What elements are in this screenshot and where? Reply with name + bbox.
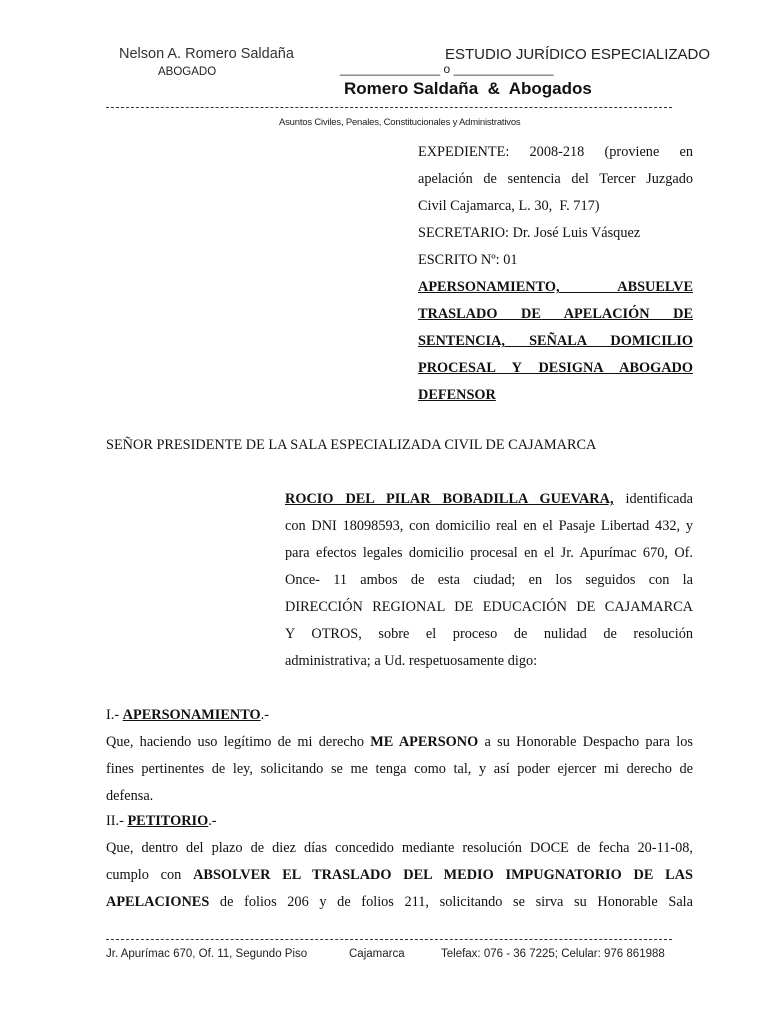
- section-number: II.-: [106, 813, 128, 829]
- section-title: PETITORIO: [127, 813, 209, 829]
- header-divider: [106, 107, 672, 108]
- intro-line: administrativa; a Ud. respetuosamente digo:: [285, 653, 538, 669]
- lawyer-name: Nelson A. Romero Saldaña: [119, 46, 294, 62]
- section-number: I.-: [106, 707, 123, 723]
- section-apersonamiento: [106, 702, 693, 810]
- paragraph-line: [106, 862, 693, 889]
- firm-line-right: _______________: [453, 62, 554, 76]
- footer: [106, 948, 307, 960]
- section-title: APERSONAMIENTO: [122, 707, 261, 723]
- intro-line: para efectos legales domicilio procesal en el Jr. Apurímac 670, Of.: [285, 545, 693, 561]
- intro-paragraph: [285, 486, 693, 675]
- footer-address: Jr. Apurímac 670, Of. 11, Segundo Piso: [106, 948, 308, 960]
- text-run: a su Honorable Despacho para los: [478, 734, 693, 750]
- section-suffix: .-: [260, 707, 269, 723]
- intro-line: DIRECCIÓN REGIONAL DE EDUCACIÓN DE CAJAMARCA: [285, 599, 693, 615]
- bold-text-run: ME APERSONO: [370, 734, 479, 750]
- paragraph-line: [106, 889, 693, 916]
- paragraph-line: Que, dentro del plazo de diez días concedido mediante resolución DOCE de fecha 20-11-08,: [106, 840, 693, 856]
- intro-first-line-rest: identificada: [625, 491, 693, 507]
- subject-line: PROCESAL Y DESIGNA ABOGADO: [418, 360, 693, 376]
- subject-line: TRASLADO DE APELACIÓN DE: [418, 306, 693, 322]
- footer-city: Cajamarca: [349, 948, 405, 960]
- addressee: SEÑOR PRESIDENTE DE LA SALA ESPECIALIZADA CIVIL DE CAJAMARCA: [106, 437, 597, 453]
- section-heading: [106, 702, 693, 729]
- bold-text-run: APELACIONES: [106, 894, 210, 910]
- intro-line: con DNI 18098593, con domicilio real en el Pasaje Libertad 432, y: [285, 518, 693, 534]
- firm-areas: Asuntos Civiles, Penales, Constitucionales y Administrativos: [279, 117, 521, 128]
- intro-line: Y OTROS, sobre el proceso de nulidad de resolución: [285, 626, 693, 642]
- case-line: EXPEDIENTE: 2008-218 (proviene en: [418, 144, 693, 160]
- party-name: ROCIO DEL PILAR BOBADILLA GUEVARA,: [285, 491, 614, 507]
- subject-line: APERSONAMIENTO, ABSUELVE: [418, 279, 693, 295]
- paragraph-line: [106, 729, 693, 756]
- intro-line: Once- 11 ambos de esta ciudad; en los seguidos con la: [285, 572, 693, 588]
- footer-divider: [106, 939, 672, 940]
- case-block: [418, 139, 693, 409]
- firm-name: Romero Saldaña & Abogados: [344, 79, 592, 98]
- text-run: cumplo con: [106, 867, 194, 883]
- case-line: Civil Cajamarca, L. 30, F. 717): [418, 198, 600, 214]
- section-suffix: .-: [208, 813, 217, 829]
- writ-number: ESCRITO Nº: 01: [418, 252, 518, 268]
- section-heading: [106, 808, 693, 835]
- firm-type: ESTUDIO JURÍDICO ESPECIALIZADO: [445, 46, 711, 63]
- footer-phones: Telefax: 076 - 36 7225; Celular: 976 861988: [441, 948, 665, 960]
- intro-first-line: [285, 486, 693, 513]
- subject-line: DEFENSOR: [418, 387, 496, 403]
- lawyer-title: ABOGADO: [158, 66, 217, 78]
- secretary: SECRETARIO: Dr. José Luis Vásquez: [418, 225, 641, 241]
- firm-decor-line: [340, 62, 554, 76]
- bold-text-run: ABSOLVER EL TRASLADO DEL MEDIO IMPUGNATORIO DE LAS: [193, 867, 693, 883]
- case-line: apelación de sentencia del Tercer Juzgado: [418, 171, 693, 187]
- subject-line: SENTENCIA, SEÑALA DOMICILIO: [418, 333, 693, 349]
- text-run: de folios 206 y de folios 211, solicitando se sirva su Honorable Sala: [209, 894, 693, 910]
- firm-line-left: _______________: [340, 62, 441, 76]
- firm-line-mid: o: [443, 62, 451, 76]
- paragraph-line: defensa.: [106, 788, 154, 804]
- text-run: Que, haciendo uso legítimo de mi derecho: [106, 734, 371, 750]
- section-petitorio: [106, 808, 693, 916]
- paragraph-line: fines pertinentes de ley, solicitando se me tenga como tal, y así poder ejercer mi derecho de: [106, 761, 693, 777]
